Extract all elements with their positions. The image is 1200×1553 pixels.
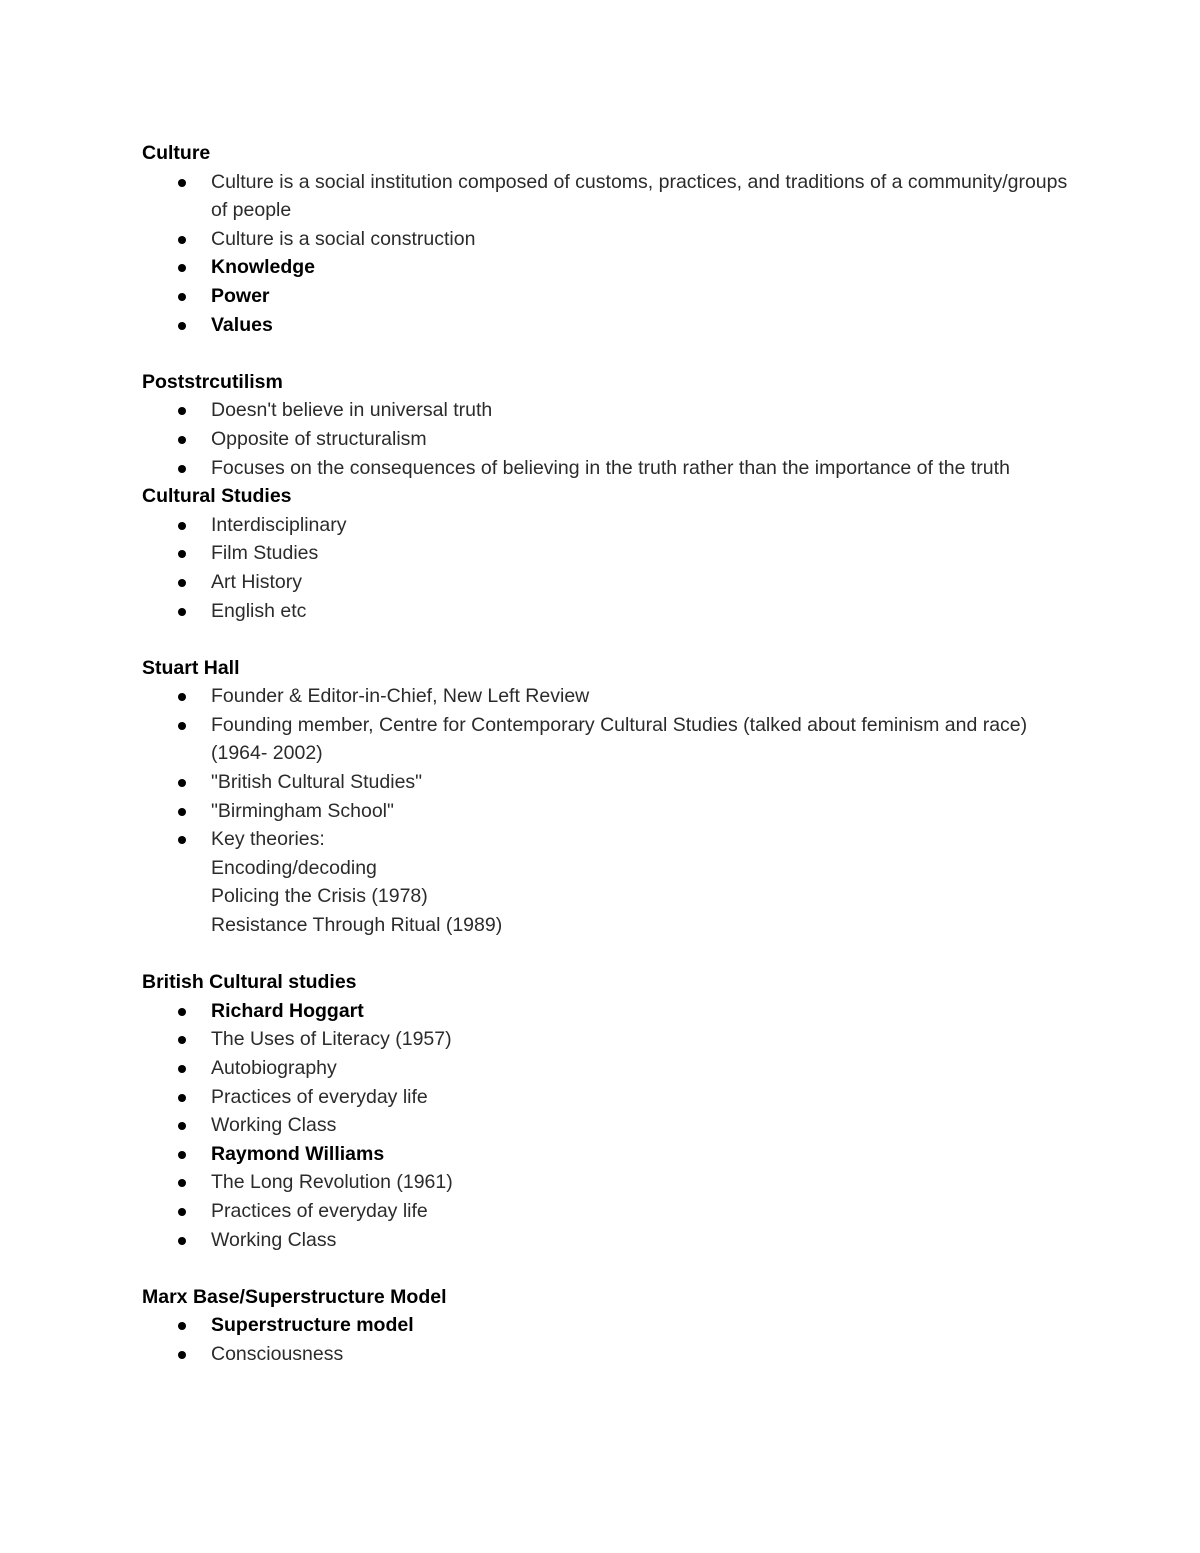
- list-item: Culture is a social institution composed of customs, practices, and traditions of a community/groups of people: [142, 168, 1072, 225]
- bullet-icon: [178, 608, 186, 616]
- list-item: Culture is a social construction: [142, 225, 1072, 254]
- sub-item: Encoding/decoding: [211, 856, 377, 879]
- list-item: Practices of everyday life: [142, 1083, 1072, 1112]
- spacer: [142, 339, 1072, 368]
- bullet-icon: [178, 1237, 186, 1245]
- section-heading: Stuart Hall: [142, 656, 240, 679]
- bullet-icon: [178, 1008, 186, 1016]
- bullet-list: [142, 168, 1072, 340]
- list-item: The Uses of Literacy (1957): [142, 1025, 1072, 1054]
- list-item: Working Class: [142, 1226, 1072, 1255]
- sub-item: Policing the Crisis (1978): [211, 885, 428, 908]
- list-item: Interdisciplinary: [142, 511, 1072, 540]
- list-item: Raymond Williams: [142, 1140, 1072, 1169]
- list-item: Art History: [142, 568, 1072, 597]
- bullet-list: [142, 396, 1072, 482]
- bullet-list: [142, 682, 1072, 939]
- bullet-icon: [178, 808, 186, 816]
- list-item: Knowledge: [142, 253, 1072, 282]
- bullet-icon: [178, 522, 186, 530]
- list-item: Values: [142, 311, 1072, 340]
- section-heading: Culture: [142, 142, 211, 164]
- bullet-icon: [178, 236, 186, 244]
- bullet-icon: [178, 1351, 186, 1359]
- list-item: Working Class: [142, 1111, 1072, 1140]
- section-heading: British Cultural studies: [142, 971, 357, 994]
- list-item: Autobiography: [142, 1054, 1072, 1083]
- bullet-icon: [178, 1151, 186, 1159]
- list-item: Key theories: Encoding/decoding Policing the Crisis (1978) Resistance Through Ritual (1989): [142, 825, 1072, 939]
- bullet-icon: [178, 1179, 186, 1187]
- bullet-icon: [178, 1094, 186, 1102]
- list-item: Doesn't believe in universal truth: [142, 396, 1072, 425]
- list-item: Richard Hoggart: [142, 997, 1072, 1026]
- list-item: Film Studies: [142, 539, 1072, 568]
- section-heading: Poststrcutilism: [142, 370, 283, 393]
- bullet-icon: [178, 1208, 186, 1216]
- sub-item: Resistance Through Ritual (1989): [211, 914, 503, 937]
- bullet-icon: [178, 179, 186, 187]
- list-item: The Long Revolution (1961): [142, 1168, 1072, 1197]
- bullet-icon: [178, 264, 186, 272]
- bullet-icon: [178, 465, 186, 473]
- list-item: Opposite of structuralism: [142, 425, 1072, 454]
- bullet-list: [142, 1311, 1072, 1368]
- list-item: "Birmingham School": [142, 797, 1072, 826]
- document-page: [142, 139, 1072, 1369]
- bullet-icon: [178, 836, 186, 844]
- spacer: [142, 625, 1072, 654]
- list-item: Founding member, Centre for Contemporary Cultural Studies (talked about feminism and race) (1964- 2002): [142, 711, 1072, 768]
- section-heading: Cultural Studies: [142, 485, 292, 508]
- list-item: English etc: [142, 597, 1072, 626]
- spacer: [142, 1254, 1072, 1283]
- bullet-icon: [178, 293, 186, 301]
- list-item: Power: [142, 282, 1072, 311]
- list-item: Superstructure model: [142, 1311, 1072, 1340]
- bullet-list: [142, 511, 1072, 625]
- bullet-icon: [178, 550, 186, 558]
- bullet-icon: [178, 693, 186, 701]
- list-item: Consciousness: [142, 1340, 1072, 1369]
- bullet-icon: [178, 1122, 186, 1130]
- bullet-list: [142, 997, 1072, 1254]
- bullet-icon: [178, 436, 186, 444]
- bullet-icon: [178, 722, 186, 730]
- bullet-icon: [178, 407, 186, 415]
- list-item: Practices of everyday life: [142, 1197, 1072, 1226]
- list-item: Focuses on the consequences of believing in the truth rather than the importance of the truth: [142, 454, 1072, 483]
- bullet-icon: [178, 1065, 186, 1073]
- bullet-icon: [178, 1036, 186, 1044]
- bullet-icon: [178, 1322, 186, 1330]
- spacer: [142, 940, 1072, 969]
- list-item: Founder & Editor-in-Chief, New Left Review: [142, 682, 1072, 711]
- bullet-icon: [178, 579, 186, 587]
- section-heading: Marx Base/Superstructure Model: [142, 1285, 447, 1308]
- list-item: "British Cultural Studies": [142, 768, 1072, 797]
- bullet-icon: [178, 779, 186, 787]
- bullet-icon: [178, 322, 186, 330]
